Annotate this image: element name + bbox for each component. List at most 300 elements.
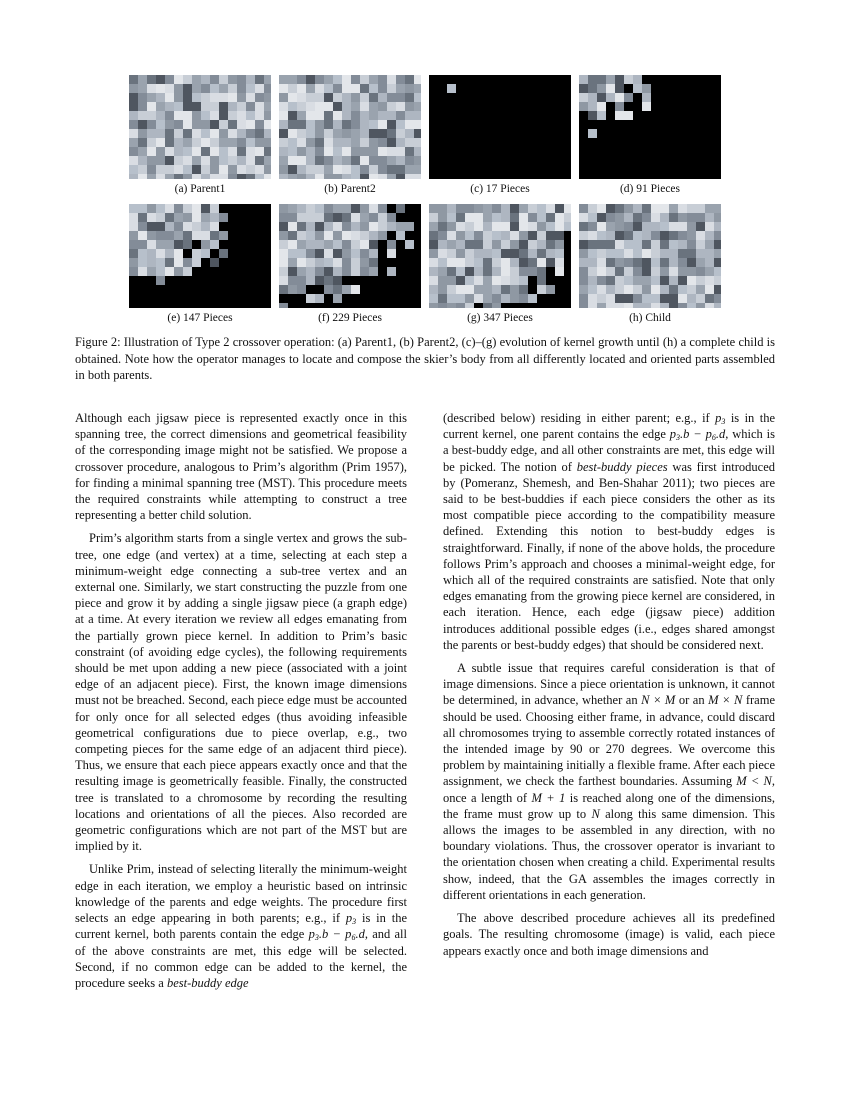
puzzle-piece: [306, 294, 315, 303]
puzzle-piece: [306, 174, 315, 179]
puzzle-piece: [147, 156, 156, 165]
puzzle-piece: [183, 93, 192, 102]
puzzle-piece: [138, 93, 147, 102]
puzzle-piece: [528, 258, 537, 267]
puzzle-piece: [396, 204, 405, 213]
puzzle-piece: [405, 147, 414, 156]
puzzle-piece: [219, 156, 228, 165]
puzzle-piece: [687, 267, 696, 276]
puzzle-piece: [579, 213, 588, 222]
puzzle-piece: [255, 102, 264, 111]
puzzle-piece: [174, 102, 183, 111]
puzzle-piece: [633, 222, 642, 231]
puzzle-piece: [147, 129, 156, 138]
puzzle-piece: [315, 213, 324, 222]
puzzle-piece: [147, 111, 156, 120]
puzzle-piece: [324, 165, 333, 174]
puzzle-piece: [387, 240, 396, 249]
puzzle-piece: [465, 249, 474, 258]
puzzle-piece: [606, 276, 615, 285]
puzzle-piece: [315, 240, 324, 249]
puzzle-piece: [351, 75, 360, 84]
puzzle-piece: [588, 276, 597, 285]
puzzle-piece: [264, 120, 271, 129]
puzzle-piece: [438, 213, 447, 222]
puzzle-piece: [438, 258, 447, 267]
puzzle-piece: [210, 258, 219, 267]
puzzle-piece: [438, 204, 447, 213]
puzzle-piece: [351, 93, 360, 102]
puzzle-piece: [387, 138, 396, 147]
puzzle-piece: [165, 249, 174, 258]
puzzle-piece: [156, 204, 165, 213]
puzzle-piece: [555, 267, 564, 276]
puzzle-piece: [165, 156, 174, 165]
puzzle-piece: [414, 156, 421, 165]
puzzle-piece: [474, 258, 483, 267]
puzzle-piece: [714, 276, 721, 285]
puzzle-piece: [651, 231, 660, 240]
puzzle-piece: [669, 231, 678, 240]
puzzle-piece: [492, 258, 501, 267]
puzzle-piece: [705, 285, 714, 294]
puzzle-piece: [183, 240, 192, 249]
puzzle-piece: [174, 213, 183, 222]
puzzle-piece: [378, 231, 387, 240]
subfigure-c-caption: (c) 17 Pieces: [470, 183, 530, 195]
puzzle-piece: [474, 240, 483, 249]
puzzle-piece: [588, 285, 597, 294]
puzzle-piece: [492, 240, 501, 249]
puzzle-piece: [606, 303, 615, 308]
puzzle-piece: [651, 294, 660, 303]
puzzle-piece: [447, 258, 456, 267]
puzzle-piece: [324, 213, 333, 222]
puzzle-piece: [615, 93, 624, 102]
puzzle-piece: [606, 249, 615, 258]
puzzle-piece: [378, 84, 387, 93]
puzzle-piece: [165, 102, 174, 111]
puzzle-piece: [183, 120, 192, 129]
puzzle-piece: [288, 75, 297, 84]
puzzle-piece: [615, 111, 624, 120]
puzzle-piece: [615, 204, 624, 213]
puzzle-piece: [342, 156, 351, 165]
puzzle-piece: [687, 276, 696, 285]
puzzle-piece: [414, 111, 421, 120]
puzzle-piece: [414, 129, 421, 138]
puzzle-piece: [333, 75, 342, 84]
puzzle-piece: [297, 147, 306, 156]
puzzle-piece: [606, 240, 615, 249]
puzzle-piece: [597, 258, 606, 267]
figure-caption: Figure 2: Illustration of Type 2 crossover operation: (a) Parent1, (b) Parent2, (c)–(g) evolution of kernel growth until (h) a complete child is obtained. Note how the operator manages to locate and compose the skier’s body from all differently located and oriented parts assembled in both parents.: [75, 335, 775, 382]
puzzle-piece: [138, 204, 147, 213]
puzzle-piece: [678, 258, 687, 267]
puzzle-piece: [201, 84, 210, 93]
puzzle-piece: [447, 222, 456, 231]
puzzle-piece: [705, 303, 714, 308]
puzzle-piece: [147, 213, 156, 222]
puzzle-piece: [165, 204, 174, 213]
puzzle-piece: [579, 231, 588, 240]
puzzle-piece: [579, 267, 588, 276]
puzzle-piece: [297, 222, 306, 231]
puzzle-piece: [165, 240, 174, 249]
puzzle-piece: [456, 240, 465, 249]
puzzle-piece: [210, 120, 219, 129]
puzzle-piece: [405, 156, 414, 165]
puzzle-piece: [183, 204, 192, 213]
puzzle-piece: [588, 84, 597, 93]
subfigure-b-image: [279, 75, 421, 179]
puzzle-piece: [192, 222, 201, 231]
puzzle-piece: [483, 294, 492, 303]
puzzle-piece: [633, 303, 642, 308]
puzzle-piece: [264, 84, 271, 93]
puzzle-piece: [183, 222, 192, 231]
puzzle-piece: [324, 111, 333, 120]
math-n: N: [591, 806, 600, 821]
puzzle-piece: [447, 204, 456, 213]
puzzle-piece: [528, 294, 537, 303]
puzzle-piece: [228, 165, 237, 174]
puzzle-piece: [651, 240, 660, 249]
puzzle-piece: [138, 267, 147, 276]
puzzle-piece: [660, 267, 669, 276]
puzzle-piece: [660, 204, 669, 213]
subfigure-c: [429, 75, 571, 195]
puzzle-piece: [669, 240, 678, 249]
puzzle-piece: [624, 111, 633, 120]
puzzle-piece: [519, 249, 528, 258]
puzzle-piece: [342, 93, 351, 102]
puzzle-piece: [597, 249, 606, 258]
puzzle-piece: [138, 111, 147, 120]
puzzle-piece: [228, 138, 237, 147]
puzzle-piece: [678, 249, 687, 258]
puzzle-piece: [288, 258, 297, 267]
puzzle-piece: [714, 285, 721, 294]
puzzle-piece: [474, 231, 483, 240]
puzzle-piece: [360, 129, 369, 138]
puzzle-piece: [696, 231, 705, 240]
puzzle-piece: [147, 231, 156, 240]
subfigure-f-caption: (f) 229 Pieces: [318, 312, 382, 324]
puzzle-piece: [669, 258, 678, 267]
puzzle-piece: [351, 138, 360, 147]
puzzle-piece: [306, 75, 315, 84]
puzzle-piece: [696, 303, 705, 308]
puzzle-piece: [597, 222, 606, 231]
puzzle-piece: [351, 222, 360, 231]
puzzle-piece: [333, 222, 342, 231]
puzzle-piece: [483, 213, 492, 222]
puzzle-piece: [669, 294, 678, 303]
right-paragraph-1: (described below) residing in either parent; e.g., if $p_3$ is in the current kernel, one parent contains the edge $p_3.b - p_6.d$, which is a best-buddy edge, and all other constraints are met, this edge will be picked. The notion of best-buddy pieces was first introduced by (Pomeranz, Shemesh, and Ben-Shahar 2011); two pieces are said to be best-buddies if each piece considers the other as its most compatible piece according to the compatibility measure defined. Extending this notion to best-buddy edges is straightforward. Finally, if none of the above holds, the procedure follows Prim’s approach and chooses a minimal-weight edge, for which all of the required constraints are satisfied. Note that only edges emanating from the growing piece kernel are considered, in each iteration. Hence, each edge (jigsaw piece) addition introduces additional possible edges (i.e., edges shared amongst the parents or best-buddy edges) that should be considered next.: [443, 411, 776, 652]
puzzle-piece: [315, 111, 324, 120]
puzzle-piece: [555, 240, 564, 249]
puzzle-piece: [351, 285, 360, 294]
puzzle-piece: [129, 84, 138, 93]
puzzle-piece: [210, 222, 219, 231]
puzzle-piece: [342, 231, 351, 240]
puzzle-piece: [201, 174, 210, 179]
puzzle-piece: [192, 120, 201, 129]
puzzle-piece: [678, 303, 687, 308]
puzzle-piece: [324, 147, 333, 156]
puzzle-piece: [555, 222, 564, 231]
puzzle-piece: [519, 285, 528, 294]
puzzle-piece: [165, 147, 174, 156]
puzzle-piece: [369, 204, 378, 213]
puzzle-piece: [192, 165, 201, 174]
puzzle-piece: [396, 138, 405, 147]
puzzle-piece: [687, 222, 696, 231]
puzzle-piece: [255, 165, 264, 174]
puzzle-piece: [705, 276, 714, 285]
puzzle-piece: [156, 222, 165, 231]
puzzle-piece: [564, 222, 571, 231]
puzzle-piece: [201, 213, 210, 222]
puzzle-piece: [660, 222, 669, 231]
puzzle-piece: [165, 213, 174, 222]
puzzle-piece: [429, 294, 438, 303]
puzzle-piece: [147, 147, 156, 156]
puzzle-piece: [360, 165, 369, 174]
puzzle-piece: [315, 84, 324, 93]
puzzle-piece: [306, 93, 315, 102]
puzzle-piece: [174, 258, 183, 267]
puzzle-piece: [174, 267, 183, 276]
puzzle-piece: [456, 258, 465, 267]
puzzle-piece: [183, 156, 192, 165]
puzzle-piece: [306, 165, 315, 174]
puzzle-piece: [246, 84, 255, 93]
puzzle-piece: [138, 240, 147, 249]
puzzle-piece: [642, 249, 651, 258]
puzzle-piece: [279, 258, 288, 267]
puzzle-piece: [429, 231, 438, 240]
puzzle-piece: [306, 102, 315, 111]
puzzle-piece: [147, 165, 156, 174]
puzzle-piece: [192, 75, 201, 84]
puzzle-piece: [588, 204, 597, 213]
puzzle-piece: [465, 294, 474, 303]
puzzle-piece: [465, 276, 474, 285]
puzzle-piece: [624, 276, 633, 285]
puzzle-piece: [447, 276, 456, 285]
puzzle-piece: [360, 120, 369, 129]
puzzle-piece: [579, 222, 588, 231]
puzzle-piece: [351, 84, 360, 93]
puzzle-piece: [165, 120, 174, 129]
puzzle-piece: [237, 156, 246, 165]
puzzle-piece: [519, 276, 528, 285]
puzzle-piece: [687, 258, 696, 267]
puzzle-piece: [678, 285, 687, 294]
puzzle-piece: [288, 204, 297, 213]
puzzle-piece: [510, 204, 519, 213]
puzzle-piece: [369, 174, 378, 179]
puzzle-piece: [660, 231, 669, 240]
puzzle-piece: [615, 240, 624, 249]
subfigure-f: [279, 204, 421, 324]
puzzle-piece: [597, 240, 606, 249]
puzzle-piece: [228, 102, 237, 111]
puzzle-piece: [138, 249, 147, 258]
puzzle-piece: [414, 84, 421, 93]
puzzle-piece: [492, 231, 501, 240]
subfigure-h-image: [579, 204, 721, 308]
puzzle-piece: [483, 222, 492, 231]
puzzle-piece: [264, 174, 271, 179]
puzzle-piece: [660, 285, 669, 294]
puzzle-piece: [414, 165, 421, 174]
puzzle-piece: [165, 231, 174, 240]
puzzle-piece: [315, 165, 324, 174]
puzzle-piece: [306, 258, 315, 267]
puzzle-piece: [492, 204, 501, 213]
puzzle-piece: [492, 213, 501, 222]
puzzle-piece: [138, 147, 147, 156]
puzzle-piece: [387, 249, 396, 258]
puzzle-piece: [429, 240, 438, 249]
puzzle-piece: [387, 267, 396, 276]
puzzle-piece: [369, 93, 378, 102]
puzzle-piece: [537, 204, 546, 213]
puzzle-piece: [174, 174, 183, 179]
puzzle-piece: [642, 204, 651, 213]
puzzle-piece: [315, 249, 324, 258]
puzzle-piece: [429, 204, 438, 213]
puzzle-piece: [687, 213, 696, 222]
puzzle-piece: [156, 276, 165, 285]
puzzle-piece: [237, 165, 246, 174]
puzzle-piece: [642, 258, 651, 267]
puzzle-piece: [555, 231, 564, 240]
puzzle-piece: [279, 120, 288, 129]
puzzle-piece: [642, 285, 651, 294]
puzzle-piece: [528, 231, 537, 240]
puzzle-piece: [624, 285, 633, 294]
puzzle-piece: [210, 204, 219, 213]
puzzle-piece: [537, 231, 546, 240]
puzzle-piece: [228, 75, 237, 84]
puzzle-piece: [210, 213, 219, 222]
puzzle-piece: [333, 231, 342, 240]
puzzle-piece: [297, 258, 306, 267]
puzzle-piece: [678, 240, 687, 249]
puzzle-piece: [165, 174, 174, 179]
puzzle-piece: [360, 240, 369, 249]
puzzle-piece: [333, 267, 342, 276]
puzzle-piece: [351, 258, 360, 267]
puzzle-piece: [687, 231, 696, 240]
puzzle-piece: [360, 222, 369, 231]
puzzle-piece: [342, 84, 351, 93]
puzzle-piece: [546, 231, 555, 240]
puzzle-piece: [165, 267, 174, 276]
puzzle-piece: [606, 285, 615, 294]
puzzle-piece: [378, 213, 387, 222]
puzzle-piece: [387, 93, 396, 102]
puzzle-piece: [537, 222, 546, 231]
puzzle-piece: [333, 138, 342, 147]
puzzle-piece: [483, 267, 492, 276]
puzzle-piece: [510, 285, 519, 294]
puzzle-piece: [228, 147, 237, 156]
puzzle-piece: [633, 285, 642, 294]
puzzle-piece: [156, 249, 165, 258]
puzzle-piece: [606, 213, 615, 222]
puzzle-piece: [165, 84, 174, 93]
puzzle-piece: [201, 249, 210, 258]
puzzle-piece: [564, 204, 571, 213]
right-paragraph-3: The above described procedure achieves all its predefined goals. The resulting chromosome (image) is valid, each piece appears exactly once and both image dimensions and: [443, 911, 775, 958]
puzzle-piece: [387, 129, 396, 138]
puzzle-piece: [597, 276, 606, 285]
puzzle-piece: [342, 222, 351, 231]
puzzle-piece: [633, 231, 642, 240]
puzzle-piece: [396, 102, 405, 111]
math-nxm: N × M: [641, 693, 676, 708]
puzzle-piece: [147, 75, 156, 84]
puzzle-piece: [651, 204, 660, 213]
puzzle-piece: [324, 138, 333, 147]
puzzle-piece: [297, 249, 306, 258]
puzzle-piece: [615, 267, 624, 276]
puzzle-piece: [192, 156, 201, 165]
puzzle-piece: [369, 156, 378, 165]
puzzle-piece: [660, 258, 669, 267]
puzzle-piece: [201, 222, 210, 231]
puzzle-piece: [351, 102, 360, 111]
puzzle-piece: [129, 102, 138, 111]
puzzle-piece: [174, 165, 183, 174]
puzzle-piece: [606, 84, 615, 93]
puzzle-piece: [324, 102, 333, 111]
puzzle-piece: [492, 276, 501, 285]
puzzle-piece: [288, 222, 297, 231]
puzzle-piece: [255, 93, 264, 102]
puzzle-piece: [279, 303, 288, 308]
subfigure-f-image: [279, 204, 421, 308]
puzzle-piece: [264, 156, 271, 165]
puzzle-piece: [201, 75, 210, 84]
puzzle-piece: [315, 276, 324, 285]
right-column: [443, 410, 775, 959]
puzzle-piece: [492, 285, 501, 294]
puzzle-piece: [369, 129, 378, 138]
puzzle-piece: [414, 102, 421, 111]
puzzle-piece: [129, 231, 138, 240]
puzzle-piece: [528, 204, 537, 213]
puzzle-piece: [597, 93, 606, 102]
puzzle-piece: [315, 222, 324, 231]
puzzle-piece: [201, 129, 210, 138]
puzzle-piece: [483, 249, 492, 258]
puzzle-piece: [588, 222, 597, 231]
puzzle-piece: [147, 240, 156, 249]
puzzle-piece: [306, 204, 315, 213]
puzzle-piece: [360, 267, 369, 276]
puzzle-piece: [588, 75, 597, 84]
puzzle-piece: [219, 165, 228, 174]
puzzle-piece: [528, 267, 537, 276]
subfigure-a-caption: (a) Parent1: [174, 183, 226, 195]
puzzle-piece: [147, 138, 156, 147]
